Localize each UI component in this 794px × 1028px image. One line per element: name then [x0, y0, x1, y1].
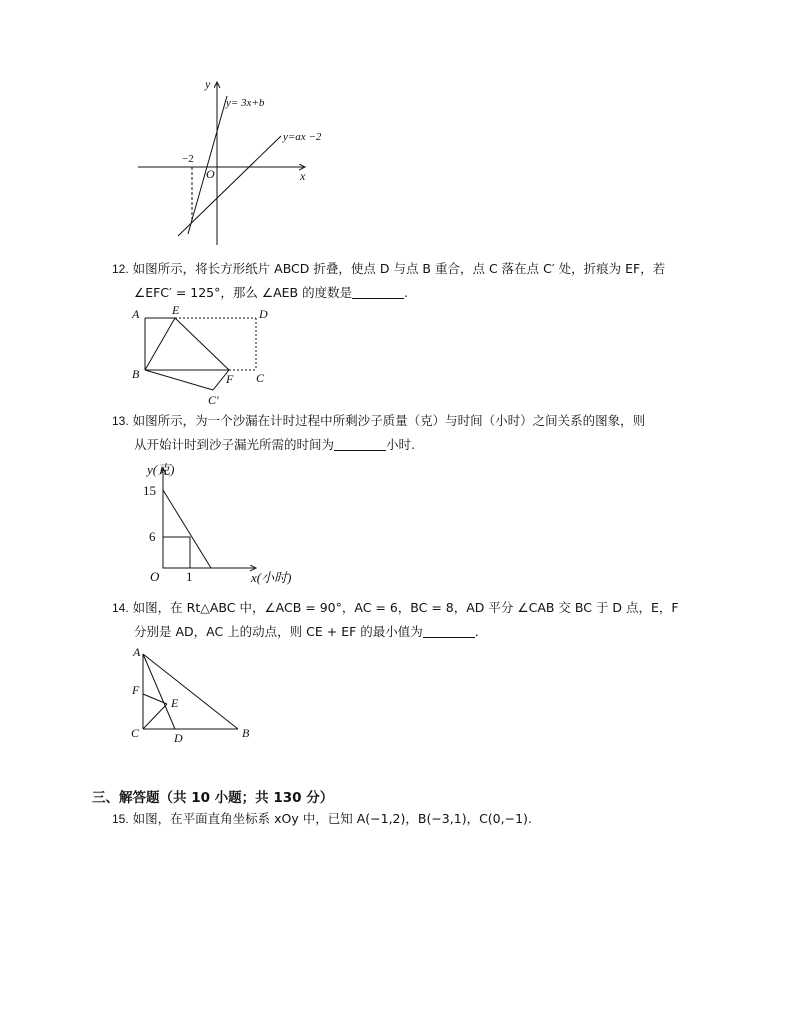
fig14-FE	[143, 694, 167, 704]
fig11-neg2: −2	[182, 153, 194, 165]
fig11-origin: O	[206, 167, 215, 181]
fig11-x-label: x	[300, 169, 306, 183]
fig12-label-C: C	[256, 371, 265, 385]
fig14-label-E: E	[171, 696, 179, 710]
fig11-y-label: y	[205, 77, 211, 91]
fig13-tick-1: 1	[186, 569, 193, 584]
q15-text: 如图，在平面直角坐标系 xOy 中，已知 A(−1,2)，B(−3,1)，C(0,−1).	[132, 811, 532, 826]
fig12-label-Cp: C′	[208, 393, 219, 407]
fig14-label-B: B	[242, 726, 250, 740]
fig12-label-B: B	[132, 367, 140, 381]
fig14-AB	[143, 654, 238, 729]
fig12-label-D: D	[259, 307, 268, 321]
q13-text-tail: 小时.	[386, 437, 415, 452]
fig11-line2-label: y=ax −2	[283, 131, 322, 143]
q12-number: 12.	[112, 262, 129, 276]
fig14-AD	[143, 654, 175, 729]
fig14-CE	[143, 704, 167, 729]
fig14-label-F: F	[132, 683, 140, 697]
q14-text-line1: 如图，在 Rt△ABC 中，∠ACB = 90°，AC = 6，BC = 8，AD 平分 ∠CAB 交 BC 于 D 点，E，F	[132, 600, 679, 615]
q15-line	[112, 811, 532, 827]
q13-number: 13.	[112, 414, 129, 428]
q13-text-line2: 从开始计时到沙子漏光所需的时间为	[134, 437, 335, 452]
fig12-label-F: F	[226, 372, 234, 386]
fig13-y-label: y(克)	[147, 462, 175, 477]
fig14-label-D: D	[174, 731, 183, 745]
fig14-label-A: A	[133, 645, 141, 659]
fig12-label-E: E	[172, 303, 180, 317]
fig12-label-A: A	[132, 307, 140, 321]
fig13-tick-15: 15	[143, 483, 156, 498]
q14-period: .	[474, 624, 479, 639]
q14-text-line2: 分别是 AD，AC 上的动点，则 CE + EF 的最小值为	[134, 624, 423, 639]
q13-text-line1: 如图所示，为一个沙漏在计时过程中所剩沙子质量（克）与时间（小时）之间关系的图象，则	[132, 413, 646, 428]
q15-number: 15.	[112, 812, 129, 826]
fig14-label-C: C	[131, 726, 140, 740]
fig13-x-label: x(小时)	[251, 570, 292, 585]
fig13-tick-6: 6	[149, 529, 156, 544]
section-title: 三、解答题（共 10 小题；共 130 分）	[92, 790, 334, 806]
q12-period: .	[404, 285, 409, 300]
fig11-line1-label: y= 3x+b	[226, 97, 265, 109]
q12-text-line2: ∠EFC′ = 125°，那么 ∠AEB 的度数是	[134, 285, 353, 300]
q14-number: 14.	[112, 601, 129, 615]
fig13-origin: O	[150, 569, 160, 584]
q12-text-line1: 如图所示，将长方形纸片 ABCD 折叠，使点 D 与点 B 重合，点 C 落在点 C′ 处，折痕为 EF，若	[132, 261, 666, 276]
